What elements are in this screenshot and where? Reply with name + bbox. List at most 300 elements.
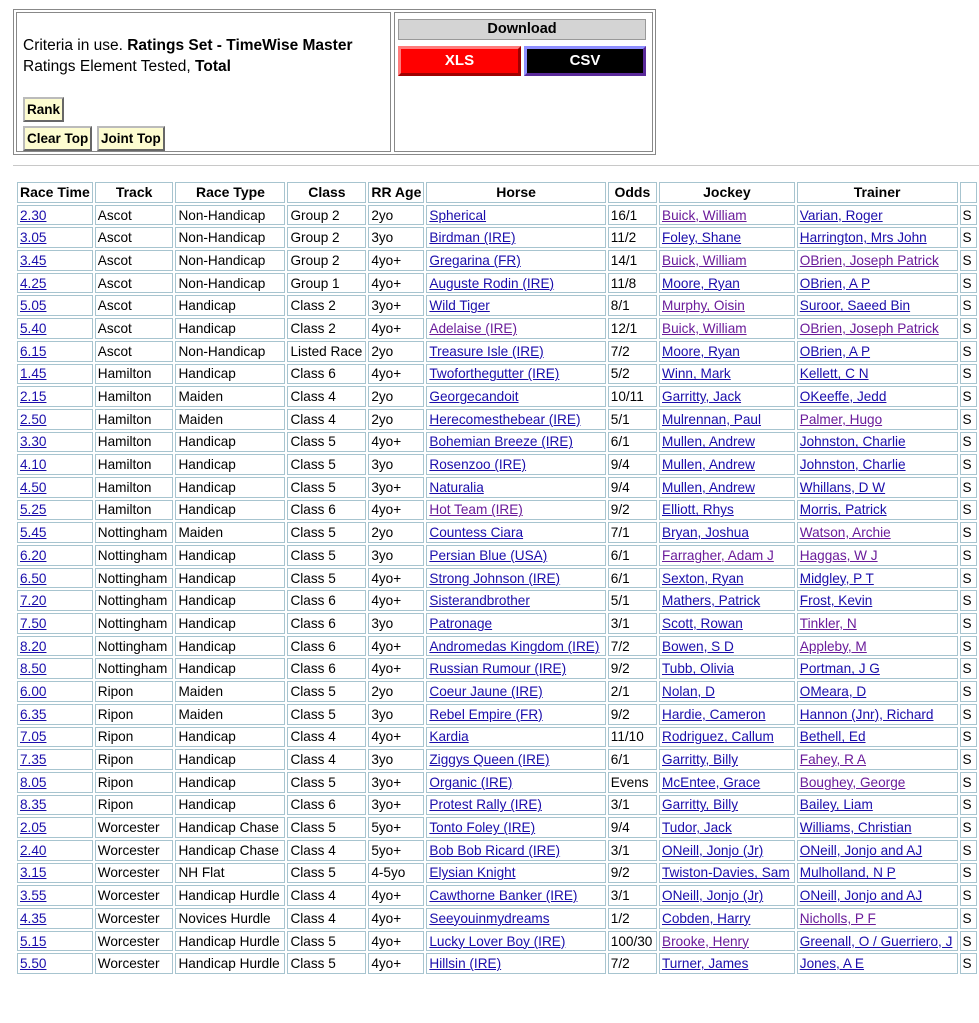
cell-trainer-link[interactable]: Varian, Roger [799,207,883,223]
cell-odds: 11/10 [608,727,657,748]
table-row [17,749,977,770]
cell-trainer-link[interactable]: ONeill, Jonjo and AJ [799,842,923,858]
cell-extra: S [960,636,978,657]
cell-trainer [797,704,958,725]
cell-class: Class 5 [287,522,366,543]
cell-trainer-link[interactable]: Nicholls, P F [799,910,876,926]
cell-horse-link[interactable]: Patronage [429,615,493,631]
cell-jockey [659,500,795,521]
cell-jockey-link[interactable]: Garritty, Jack [662,389,742,405]
cell-horse-link[interactable]: Ziggys Queen (IRE) [429,752,550,768]
cell-track: Ripon [95,727,174,748]
cell-horse [426,250,605,271]
cell-race-time-link[interactable]: 1.45 [20,366,47,382]
cell-race-time-link[interactable]: 7.20 [20,593,47,609]
cell-jockey [659,704,795,725]
cell-jockey-link[interactable]: Nolan, D [662,683,715,699]
cell-horse [426,727,605,748]
cell-trainer-link[interactable]: Boughey, George [799,774,906,790]
cell-jockey-link[interactable]: Foley, Shane [662,230,742,246]
cell-trainer-link[interactable]: Harrington, Mrs John [799,230,927,246]
cell-jockey-link[interactable]: Cobden, Harry [662,910,751,926]
cell-horse-link[interactable]: Auguste Rodin (IRE) [429,275,555,291]
cell-trainer [797,250,958,271]
cell-jockey-link[interactable]: Tudor, Jack [662,820,732,836]
cell-race-time-link[interactable]: 8.20 [20,638,47,654]
cell-race-time-link[interactable]: 2.40 [20,842,47,858]
cell-jockey-link[interactable]: Scott, Rowan [662,615,743,631]
cell-race-time [17,477,93,498]
cell-rr-age: 4yo+ [368,908,424,929]
cell-race-time-link[interactable]: 5.45 [20,525,47,541]
cell-trainer-link[interactable]: OKeeffe, Jedd [799,389,887,405]
cell-trainer-link[interactable]: Haggas, W J [799,547,878,563]
cell-jockey-link[interactable]: Farragher, Adam J [662,547,774,563]
cell-trainer [797,318,958,339]
table-row [17,704,977,725]
cell-trainer-link[interactable]: Kellett, C N [799,366,869,382]
cell-trainer-link[interactable]: Bethell, Ed [799,729,866,745]
cell-jockey-link[interactable]: Winn, Mark [662,366,731,382]
cell-trainer-link[interactable]: Watson, Archie [799,525,891,541]
cell-jockey-link[interactable]: Bryan, Joshua [662,525,749,541]
cell-race-time [17,863,93,884]
cell-horse-link[interactable]: Treasure Isle (IRE) [429,343,544,359]
cell-jockey-link[interactable]: Hardie, Cameron [662,706,766,722]
cell-horse-link[interactable]: Rosenzoo (IRE) [429,457,527,473]
cell-horse-link[interactable]: Sisterandbrother [429,593,530,609]
cell-horse [426,318,605,339]
cell-trainer-link[interactable]: OBrien, A P [799,343,871,359]
cell-jockey-link[interactable]: Brooke, Henry [662,933,749,949]
cell-race-time-link[interactable]: 8.50 [20,661,47,677]
cell-horse-link[interactable]: Strong Johnson (IRE) [429,570,561,586]
cell-race-time-link[interactable]: 7.05 [20,729,47,745]
cell-trainer-link[interactable]: OBrien, Joseph Patrick [799,252,939,268]
table-row [17,386,977,407]
cell-extra: S [960,273,978,294]
cell-race-type: Handicap Chase [175,840,285,861]
cell-jockey [659,545,795,566]
cell-jockey-link[interactable]: Moore, Ryan [662,343,740,359]
cell-trainer-link[interactable]: Johnston, Charlie [799,434,906,450]
cell-trainer [797,477,958,498]
cell-horse [426,953,605,974]
header-class[interactable]: Class [287,182,366,203]
cell-trainer [797,658,958,679]
cell-jockey [659,840,795,861]
cell-horse [426,863,605,884]
cell-rr-age: 2yo [368,409,424,430]
cell-horse-link[interactable]: Gregarina (FR) [429,252,521,268]
cell-race-time-link[interactable]: 6.50 [20,570,47,586]
cell-race-type: Handicap [175,613,285,634]
cell-race-time [17,227,93,248]
cell-race-time [17,636,93,657]
cell-extra: S [960,658,978,679]
header-horse[interactable]: Horse [426,182,605,203]
cell-race-time-link[interactable]: 8.05 [20,774,47,790]
cell-class: Class 6 [287,500,366,521]
cell-trainer-link[interactable]: OBrien, Joseph Patrick [799,320,939,336]
cell-extra: S [960,749,978,770]
cell-horse [426,205,605,226]
table-row [17,341,977,362]
cell-jockey-link[interactable]: Rodriguez, Callum [662,729,774,745]
cell-race-time-link[interactable]: 4.35 [20,910,47,926]
cell-horse [426,409,605,430]
cell-race-type: Handicap [175,318,285,339]
cell-horse [426,364,605,385]
cell-trainer-link[interactable]: Johnston, Charlie [799,457,906,473]
cell-track: Nottingham [95,545,174,566]
cell-class: Class 4 [287,727,366,748]
cell-trainer [797,817,958,838]
cell-trainer-link[interactable]: Whillans, D W [799,479,886,495]
cell-jockey-link[interactable]: Mulrennan, Paul [662,411,761,427]
cell-odds: Evens [608,772,657,793]
cell-horse [426,568,605,589]
download-box [394,12,653,152]
cell-race-time-link[interactable]: 3.45 [20,252,47,268]
cell-horse-link[interactable]: Bohemian Breeze (IRE) [429,434,573,450]
cell-race-time [17,908,93,929]
cell-trainer-link[interactable]: OMeara, D [799,683,867,699]
cell-horse-link[interactable]: Naturalia [429,479,484,495]
cell-race-time-link[interactable]: 4.50 [20,479,47,495]
cell-track: Ripon [95,795,174,816]
cell-trainer [797,863,958,884]
cell-rr-age: 3yo [368,749,424,770]
cell-race-time-link[interactable]: 8.35 [20,797,47,813]
cell-extra: S [960,500,978,521]
cell-rr-age: 4yo+ [368,931,424,952]
cell-class: Class 2 [287,318,366,339]
cell-rr-age: 4yo+ [368,953,424,974]
cell-race-time [17,205,93,226]
cell-race-time [17,727,93,748]
cell-race-time-link[interactable]: 7.50 [20,615,47,631]
cell-trainer-link[interactable]: Mulholland, N P [799,865,896,881]
cell-jockey-link[interactable]: Buick, William [662,252,747,268]
cell-jockey [659,953,795,974]
cell-jockey [659,568,795,589]
cell-odds: 3/1 [608,613,657,634]
table-row [17,454,977,475]
cell-trainer [797,840,958,861]
cell-rr-age: 5yo+ [368,840,424,861]
cell-race-time [17,681,93,702]
cell-race-time-link[interactable]: 6.20 [20,547,47,563]
cell-track: Ascot [95,273,174,294]
cell-horse-link[interactable]: Rebel Empire (FR) [429,706,543,722]
download-csv-button[interactable]: CSV [524,46,646,76]
cell-horse-link[interactable]: Georgecandoit [429,389,519,405]
cell-race-type: Handicap [175,500,285,521]
header-race-time[interactable]: Race Time [17,182,93,203]
table-row [17,590,977,611]
cell-race-time-link[interactable]: 4.25 [20,275,47,291]
cell-race-time-link[interactable]: 7.35 [20,752,47,768]
cell-jockey [659,613,795,634]
cell-race-type: Handicap [175,568,285,589]
cell-race-time-link[interactable]: 3.15 [20,865,47,881]
cell-track: Worcester [95,908,174,929]
cell-race-time-link[interactable]: 5.15 [20,933,47,949]
cell-jockey-link[interactable]: Mathers, Patrick [662,593,761,609]
cell-race-time-link[interactable]: 3.05 [20,230,47,246]
cell-horse-link[interactable]: Protest Rally (IRE) [429,797,542,813]
cell-jockey [659,908,795,929]
cell-race-time-link[interactable]: 3.30 [20,434,47,450]
cell-class: Class 4 [287,386,366,407]
cell-trainer-link[interactable]: Appleby, M [799,638,867,654]
cell-horse [426,341,605,362]
cell-jockey-link[interactable]: Moore, Ryan [662,275,740,291]
cell-race-time [17,568,93,589]
cell-jockey [659,432,795,453]
cell-horse [426,590,605,611]
cell-trainer-link[interactable]: Morris, Patrick [799,502,887,518]
cell-trainer [797,953,958,974]
cell-jockey [659,931,795,952]
rank-button[interactable]: Rank [23,97,64,122]
cell-race-time-link[interactable]: 6.00 [20,683,47,699]
cell-jockey [659,681,795,702]
cell-odds: 3/1 [608,885,657,906]
cell-odds: 100/30 [608,931,657,952]
cell-horse-link[interactable]: Adelaise (IRE) [429,320,518,336]
cell-trainer-link[interactable]: Jones, A E [799,956,865,972]
cell-jockey-link[interactable]: Garritty, Billy [662,752,739,768]
cell-race-type: Maiden [175,522,285,543]
cell-horse [426,500,605,521]
cell-race-type: Handicap [175,432,285,453]
cell-jockey-link[interactable]: Mullen, Andrew [662,479,755,495]
cell-trainer-link[interactable]: Fahey, R A [799,752,867,768]
cell-horse-link[interactable]: Russian Rumour (IRE) [429,661,567,677]
cell-odds: 9/2 [608,704,657,725]
cell-horse-link[interactable]: Spherical [429,207,487,223]
cell-race-time-link[interactable]: 2.15 [20,389,47,405]
cell-race-time-link[interactable]: 2.50 [20,411,47,427]
cell-jockey-link[interactable]: Bowen, S D [662,638,734,654]
cell-horse-link[interactable]: Wild Tiger [429,298,490,314]
cell-race-time-link[interactable]: 5.25 [20,502,47,518]
cell-class: Class 5 [287,545,366,566]
results-table [15,180,979,976]
cell-trainer-link[interactable]: Suroor, Saeed Bin [799,298,911,314]
cell-jockey-link[interactable]: ONeill, Jonjo (Jr) [662,842,764,858]
header-rr-age[interactable]: RR Age [368,182,424,203]
cell-horse-link[interactable]: Cawthorne Banker (IRE) [429,888,578,904]
cell-track: Ascot [95,227,174,248]
cell-trainer [797,205,958,226]
cell-odds: 3/1 [608,795,657,816]
cell-trainer [797,341,958,362]
cell-extra: S [960,295,978,316]
cell-trainer-link[interactable]: Williams, Christian [799,820,912,836]
cell-class: Class 6 [287,636,366,657]
cell-trainer-link[interactable]: Bailey, Liam [799,797,873,813]
cell-rr-age: 4yo+ [368,590,424,611]
cell-race-time-link[interactable]: 5.50 [20,956,47,972]
cell-track: Ascot [95,318,174,339]
cell-class: Class 6 [287,364,366,385]
joint-top-button[interactable]: Joint Top [97,126,165,151]
cell-race-time [17,409,93,430]
table-row [17,953,977,974]
cell-odds: 6/1 [608,545,657,566]
cell-jockey-link[interactable]: McEntee, Grace [662,774,761,790]
cell-trainer-link[interactable]: Greenall, O / Guerriero, J [799,933,953,949]
cell-jockey-link[interactable]: Tubb, Olivia [662,661,735,677]
cell-jockey-link[interactable]: Buick, William [662,320,747,336]
cell-race-time-link[interactable]: 6.35 [20,706,47,722]
table-row [17,658,977,679]
cell-trainer [797,454,958,475]
cell-race-time [17,658,93,679]
cell-race-time-link[interactable]: 5.40 [20,320,47,336]
table-row [17,295,977,316]
cell-odds: 6/1 [608,568,657,589]
cell-horse-link[interactable]: Seeyouinmydreams [429,910,550,926]
cell-trainer-link[interactable]: Hannon (Jnr), Richard [799,706,934,722]
cell-trainer [797,613,958,634]
header-race-type[interactable]: Race Type [175,182,285,203]
cell-horse-link[interactable]: Bob Bob Ricard (IRE) [429,842,561,858]
cell-race-time [17,500,93,521]
cell-rr-age: 3yo [368,227,424,248]
cell-trainer-link[interactable]: ONeill, Jonjo and AJ [799,888,923,904]
header-odds[interactable]: Odds [608,182,657,203]
cell-race-time-link[interactable]: 4.10 [20,457,47,473]
cell-race-type: Handicap [175,295,285,316]
cell-horse-link[interactable]: Herecomesthebear (IRE) [429,411,581,427]
cell-jockey-link[interactable]: Mullen, Andrew [662,457,755,473]
table-row [17,681,977,702]
cell-trainer [797,795,958,816]
cell-trainer-link[interactable]: Frost, Kevin [799,593,873,609]
cell-horse [426,454,605,475]
cell-race-time [17,250,93,271]
header-track[interactable]: Track [95,182,174,203]
table-row [17,205,977,226]
cell-track: Nottingham [95,636,174,657]
cell-jockey [659,636,795,657]
cell-odds: 10/11 [608,386,657,407]
header-trainer[interactable]: Trainer [797,182,958,203]
cell-race-time [17,364,93,385]
cell-trainer-link[interactable]: Midgley, P T [799,570,874,586]
cell-extra: S [960,613,978,634]
cell-horse [426,522,605,543]
table-row [17,227,977,248]
cell-horse-link[interactable]: Organic (IRE) [429,774,513,790]
cell-trainer-link[interactable]: OBrien, A P [799,275,871,291]
cell-jockey-link[interactable]: Elliott, Rhys [662,502,734,518]
cell-race-type: Handicap [175,636,285,657]
table-header-row [17,182,977,203]
cell-jockey-link[interactable]: Sexton, Ryan [662,570,744,586]
cell-race-time [17,273,93,294]
cell-trainer [797,772,958,793]
cell-odds: 9/2 [608,863,657,884]
cell-odds: 16/1 [608,205,657,226]
cell-horse-link[interactable]: Persian Blue (USA) [429,547,548,563]
cell-odds: 8/1 [608,295,657,316]
cell-race-time-link[interactable]: 3.55 [20,888,47,904]
cell-horse-link[interactable]: Birdman (IRE) [429,230,516,246]
cell-track: Worcester [95,953,174,974]
cell-race-time-link[interactable]: 2.05 [20,820,47,836]
cell-class: Class 5 [287,477,366,498]
cell-horse-link[interactable]: Twoforthegutter (IRE) [429,366,560,382]
cell-horse-link[interactable]: Coeur Jaune (IRE) [429,683,543,699]
cell-jockey-link[interactable]: Garritty, Billy [662,797,739,813]
cell-race-time-link[interactable]: 6.15 [20,343,47,359]
cell-jockey [659,364,795,385]
cell-horse-link[interactable]: Countess Ciara [429,525,524,541]
cell-race-type: Handicap [175,749,285,770]
cell-horse-link[interactable]: Tonto Foley (IRE) [429,820,536,836]
cell-race-time [17,295,93,316]
clear-top-button[interactable]: Clear Top [23,126,92,151]
cell-jockey-link[interactable]: Turner, James [662,956,749,972]
cell-jockey [659,205,795,226]
cell-race-time [17,953,93,974]
cell-race-type: Novices Hurdle [175,908,285,929]
cell-horse-link[interactable]: Hillsin (IRE) [429,956,502,972]
cell-trainer-link[interactable]: Palmer, Hugo [799,411,883,427]
cell-horse-link[interactable]: Hot Team (IRE) [429,502,523,518]
cell-jockey-link[interactable]: ONeill, Jonjo (Jr) [662,888,764,904]
download-xls-button[interactable]: XLS [398,46,521,76]
cell-trainer [797,386,958,407]
header-jockey[interactable]: Jockey [659,182,795,203]
cell-race-type: Handicap [175,364,285,385]
cell-horse [426,658,605,679]
cell-jockey-link[interactable]: Buick, William [662,207,747,223]
cell-trainer-link[interactable]: Portman, J G [799,661,880,677]
cell-horse-link[interactable]: Kardia [429,729,469,745]
table-row [17,409,977,430]
cell-horse [426,432,605,453]
cell-horse-link[interactable]: Andromedas Kingdom (IRE) [429,638,600,654]
cell-jockey-link[interactable]: Mullen, Andrew [662,434,755,450]
cell-horse-link[interactable]: Elysian Knight [429,865,516,881]
cell-jockey [659,477,795,498]
cell-extra: S [960,681,978,702]
cell-jockey-link[interactable]: Twiston-Davies, Sam [662,865,790,881]
cell-trainer-link[interactable]: Tinkler, N [799,615,857,631]
cell-jockey-link[interactable]: Murphy, Oisin [662,298,745,314]
cell-race-time [17,704,93,725]
cell-horse-link[interactable]: Lucky Lover Boy (IRE) [429,933,566,949]
cell-race-time-link[interactable]: 2.30 [20,207,47,223]
cell-track: Ascot [95,295,174,316]
cell-odds: 7/1 [608,522,657,543]
cell-race-type: Non-Handicap [175,205,285,226]
cell-horse [426,772,605,793]
cell-race-time-link[interactable]: 5.05 [20,298,47,314]
cell-rr-age: 4yo+ [368,250,424,271]
cell-class: Listed Race [287,341,366,362]
cell-extra: S [960,840,978,861]
table-row [17,727,977,748]
cell-race-type: Handicap Hurdle [175,931,285,952]
cell-track: Ascot [95,205,174,226]
